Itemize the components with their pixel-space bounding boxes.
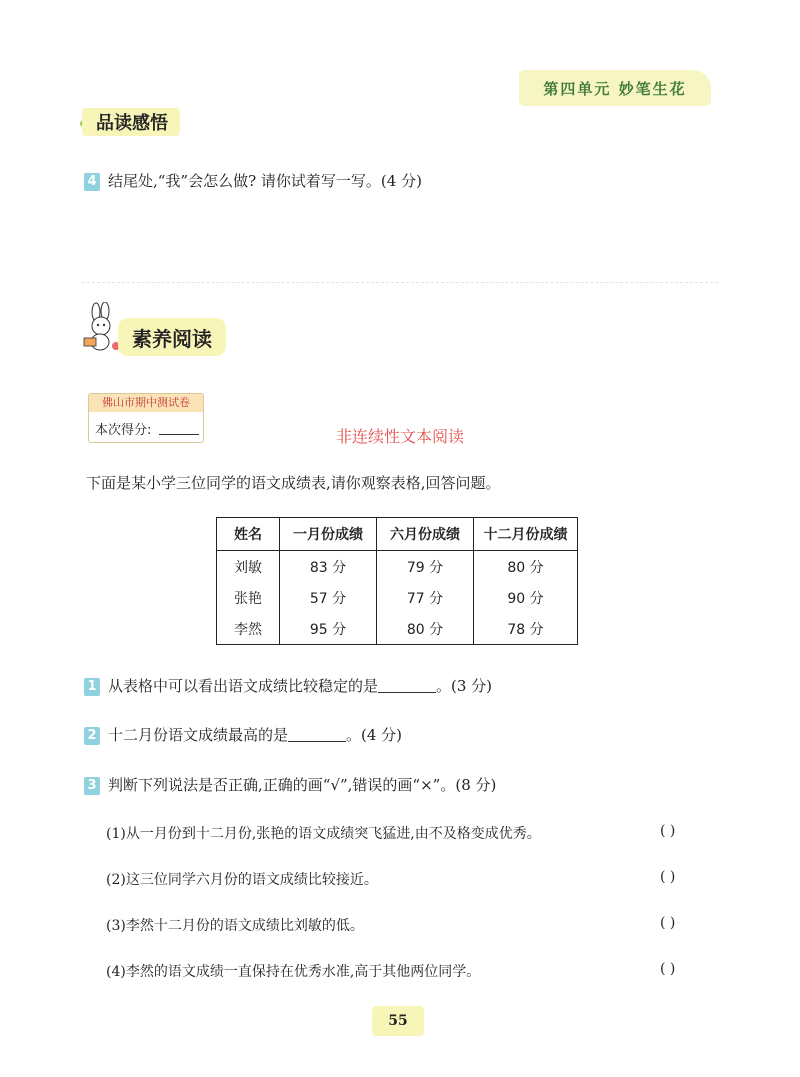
answer-paren[interactable]: ( ) [660, 915, 676, 931]
table-cell: 78 分 [474, 613, 578, 645]
table-row [217, 582, 578, 613]
answer-blank[interactable] [378, 678, 436, 693]
question-3-text: 判断下列说法是否正确,正确的画“√”,错误的画“×”。(8 分) [108, 776, 497, 794]
table-cell: 79 分 [377, 551, 474, 583]
question-1-score: 。(3 分) [436, 677, 493, 695]
statement-1: (1)从一月份到十二月份,张艳的语文成绩突飞猛进,由不及格变成优秀。 [106, 826, 541, 842]
unit-tag: 第四单元 妙笔生花 [519, 70, 711, 106]
col-header: 姓名 [217, 518, 280, 551]
page-number: 55 [372, 1006, 424, 1036]
question-number-badge: 4 [84, 173, 100, 191]
col-header: 六月份成绩 [377, 518, 474, 551]
section-title-pindu: 品读感悟 [82, 108, 180, 136]
question-2 [84, 724, 402, 745]
table-cell: 83 分 [280, 551, 377, 583]
table-row [217, 613, 578, 645]
question-2-score: 。(4 分) [346, 726, 403, 744]
question-3 [84, 774, 496, 795]
answer-blank[interactable] [288, 727, 346, 742]
score-label-text: 本次得分: [95, 423, 152, 438]
table-cell: 张艳 [217, 582, 280, 613]
table-cell: 77 分 [377, 582, 474, 613]
question-4 [84, 170, 422, 191]
reading-subtitle: 非连续性文本阅读 [335, 427, 464, 446]
table-cell: 80 分 [377, 613, 474, 645]
answer-paren[interactable]: ( ) [660, 961, 676, 977]
table-cell: 95 分 [280, 613, 377, 645]
question-1-text: 从表格中可以看出语文成绩比较稳定的是 [108, 677, 379, 695]
answer-paren[interactable]: ( ) [660, 869, 676, 885]
table-cell: 57 分 [280, 582, 377, 613]
table-row [217, 551, 578, 583]
divider [82, 282, 718, 283]
question-4-text: 结尾处,“我”会怎么做? 请你试着写一写。(4 分) [108, 172, 422, 190]
table-cell: 刘敏 [217, 551, 280, 583]
table-cell: 80 分 [474, 551, 578, 583]
question-number-badge: 3 [84, 777, 100, 795]
table-cell: 90 分 [474, 582, 578, 613]
question-1 [84, 675, 492, 696]
table-cell: 李然 [217, 613, 280, 645]
question-number-badge: 2 [84, 727, 100, 745]
question-number-badge: 1 [84, 678, 100, 696]
statement-2: (2)这三位同学六月份的语文成绩比较接近。 [106, 872, 378, 888]
scores-table [216, 517, 578, 645]
intro-text: 下面是某小学三位同学的语文成绩表,请你观察表格,回答问题。 [86, 474, 501, 492]
section-title-suyang: 素养阅读 [118, 318, 226, 356]
exam-label: 佛山市期中测试卷 [89, 394, 203, 412]
col-header: 一月份成绩 [280, 518, 377, 551]
answer-paren[interactable]: ( ) [660, 823, 676, 839]
col-header: 十二月份成绩 [474, 518, 578, 551]
statement-4: (4)李然的语文成绩一直保持在优秀水准,高于其他两位同学。 [106, 964, 481, 980]
statement-3: (3)李然十二月份的语文成绩比刘敏的低。 [106, 918, 364, 934]
question-2-text: 十二月份语文成绩最高的是 [108, 726, 289, 744]
table-header-row [217, 518, 578, 551]
